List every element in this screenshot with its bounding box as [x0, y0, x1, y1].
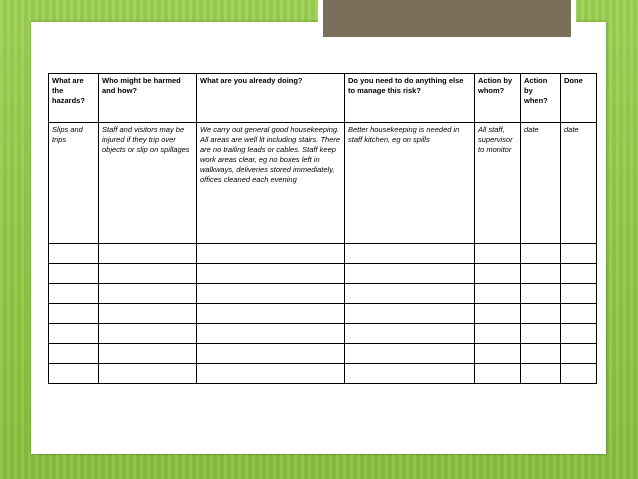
- empty-cell: [49, 264, 99, 284]
- empty-cell: [521, 244, 561, 264]
- empty-table-row: [49, 244, 597, 264]
- empty-table-row: [49, 264, 597, 284]
- empty-cell: [561, 363, 597, 383]
- empty-cell: [197, 304, 345, 324]
- empty-cell: [49, 284, 99, 304]
- header-anything-else: Do you need to do anything else to manage this risk?: [345, 74, 475, 123]
- empty-cell: [561, 284, 597, 304]
- empty-table-row: [49, 284, 597, 304]
- cell-action-by-when: date: [521, 123, 561, 244]
- cell-done: date: [561, 123, 597, 244]
- empty-cell: [49, 343, 99, 363]
- empty-table-row: [49, 304, 597, 324]
- empty-cell: [475, 363, 521, 383]
- empty-cell: [345, 323, 475, 343]
- empty-cell: [475, 343, 521, 363]
- empty-cell: [561, 343, 597, 363]
- empty-cell: [521, 264, 561, 284]
- cell-who-harmed: Staff and visitors may be injured if they trip over objects or slip on spillages: [99, 123, 197, 244]
- empty-cell: [345, 244, 475, 264]
- empty-cell: [99, 284, 197, 304]
- empty-cell: [197, 244, 345, 264]
- empty-cell: [475, 244, 521, 264]
- empty-cell: [475, 304, 521, 324]
- table-row: [49, 123, 597, 244]
- header-action-by-whom: Action by whom?: [475, 74, 521, 123]
- empty-cell: [475, 323, 521, 343]
- empty-cell: [521, 284, 561, 304]
- empty-cell: [561, 304, 597, 324]
- cell-hazard: Slips and trips: [49, 123, 99, 244]
- empty-cell: [197, 343, 345, 363]
- empty-cell: [475, 264, 521, 284]
- empty-cell: [345, 363, 475, 383]
- empty-table-row: [49, 363, 597, 383]
- risk-assessment-table: [48, 73, 597, 384]
- cell-action-by-whom: All staff, supervisor to monitor: [475, 123, 521, 244]
- empty-cell: [49, 363, 99, 383]
- empty-cell: [521, 323, 561, 343]
- empty-cell: [99, 244, 197, 264]
- header-hazards: What are the hazards?: [49, 74, 99, 123]
- empty-cell: [99, 363, 197, 383]
- header-done: Done: [561, 74, 597, 123]
- empty-cell: [49, 244, 99, 264]
- empty-cell: [99, 264, 197, 284]
- empty-cell: [521, 363, 561, 383]
- empty-cell: [345, 304, 475, 324]
- header-who-harmed: Who might be harmed and how?: [99, 74, 197, 123]
- empty-cell: [345, 284, 475, 304]
- empty-cell: [561, 264, 597, 284]
- empty-cell: [561, 244, 597, 264]
- empty-cell: [197, 264, 345, 284]
- empty-cell: [49, 323, 99, 343]
- empty-cell: [197, 284, 345, 304]
- cell-already-doing: We carry out general good housekeeping. All areas are well lit including stairs. There are no trailing leads or cables. Staff keep work areas clear, eg no boxes left in walkways, deliveries stored immediately, offices cleaned each evening: [197, 123, 345, 244]
- empty-cell: [99, 304, 197, 324]
- cell-anything-else: Better housekeeping is needed in staff kitchen, eg on spills: [345, 123, 475, 244]
- header-row: [49, 74, 597, 123]
- empty-cell: [99, 343, 197, 363]
- title-tab: [323, 0, 571, 37]
- header-already-doing: What are you already doing?: [197, 74, 345, 123]
- empty-cell: [345, 343, 475, 363]
- empty-cell: [49, 304, 99, 324]
- empty-cell: [475, 284, 521, 304]
- empty-cell: [521, 304, 561, 324]
- empty-cell: [99, 323, 197, 343]
- header-action-by-when: Action by when?: [521, 74, 561, 123]
- empty-rows: [49, 244, 597, 384]
- empty-cell: [197, 363, 345, 383]
- empty-cell: [561, 323, 597, 343]
- empty-cell: [197, 323, 345, 343]
- empty-table-row: [49, 343, 597, 363]
- empty-cell: [521, 343, 561, 363]
- empty-cell: [345, 264, 475, 284]
- empty-table-row: [49, 323, 597, 343]
